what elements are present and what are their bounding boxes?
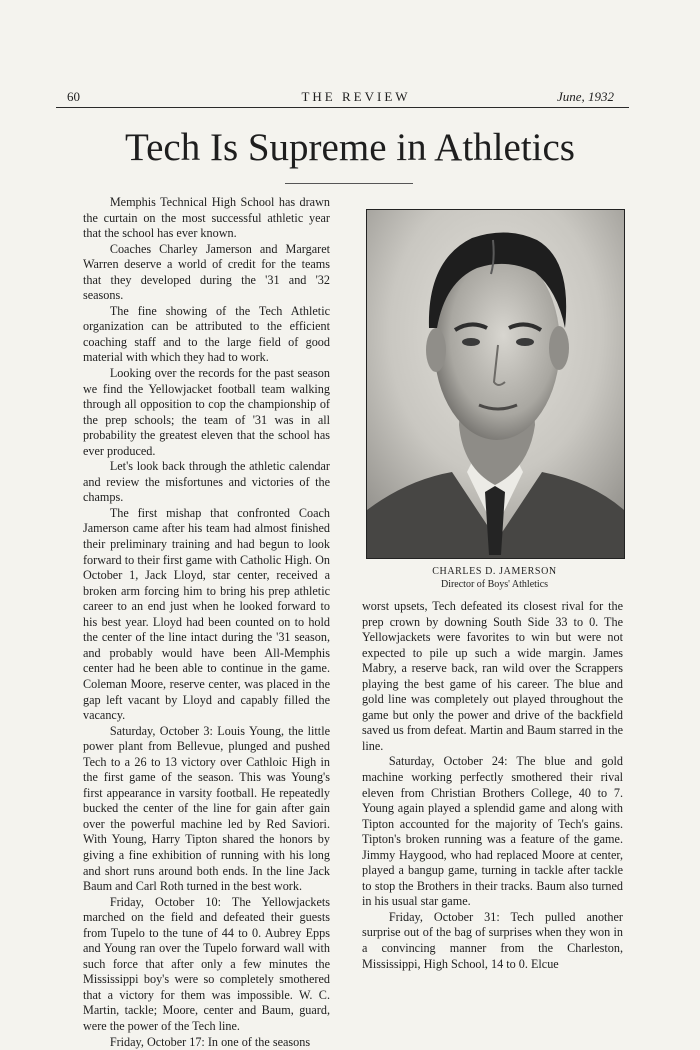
article-column-left — [83, 195, 330, 1050]
magazine-title: THE REVIEW — [301, 89, 411, 104]
article-headline: Tech Is Supreme in Athletics — [124, 126, 575, 169]
issue-date: June, 1932 — [556, 89, 614, 104]
paragraph: The first mishap that confronted Coach Jamerson came after his team had almost finished their preliminary training and had begun to look forward to their first game with Catholic High. On October 1, Jack Lloyd, star center, received a broken arm forcing him to bring his prep athletic career to an end just when he looked forward to his best year. Lloyd had been counted on to hold the center of the line intact during the '31 season, and probably would have been All-Memphis center had he been able to continue in the game. Coleman Moore, reserve center, was placed in the gap left vacant by Lloyd and capably filled the vacancy. — [83, 505, 330, 723]
caption-name: CHARLES D. JAMERSON — [432, 566, 557, 577]
headline-rule — [285, 183, 413, 184]
caption-title: Director of Boys' Athletics — [440, 579, 549, 590]
paragraph: The fine showing of the Tech Athletic organization can be attributed to the efficient coaching staff and to the large field of good material with which they had to work. — [83, 303, 330, 365]
page-number: 60 — [67, 89, 80, 104]
paragraph: Saturday, October 24: The blue and gold machine working perfectly smothered their rival eleven from Christian Brothers College, 40 to 7. Young again played a splendid game and along with Tipton accounted for the majority of Tech's gains. Tipton's broken running was a feature of the game. Jimmy Haygood, who had replaced Moore at center, played a bangup game, turning in tackle after tackle to stop the Brothers in their tracks. Baum also turned in his usual star game. — [362, 754, 623, 909]
portrait-photo — [366, 209, 625, 559]
paragraph: Looking over the records for the past season we find the Yellowjacket football team walking through all opposition to cop the championship of the prep schools; the team of '31 was in all probability the greatest eleven that the school has ever produced. — [83, 366, 330, 458]
paragraph: Memphis Technical High School has drawn the curtain on the most successful athletic year that the school has ever known. — [83, 195, 330, 241]
header-rule — [56, 107, 629, 108]
paragraph: worst upsets, Tech defeated its closest rival for the prep crown by downing South Side 33 to 0. The Yellowjackets were favorites to win but were not expected to pile up such a wide margin. James Mabry, a reserve back, ran wild over the Scrappers playing the best game of his career. The blue and gold line was completely out played throughout the game but only the power and drive of the backfield saved us from defeat. Martin and Baum starred in the line. — [362, 599, 623, 753]
article-column-right — [362, 599, 623, 972]
paragraph: Coaches Charley Jamerson and Margaret Warren deserve a world of credit for the teams that they developed during the '31 and '32 seasons. — [83, 241, 330, 303]
paragraph: Saturday, October 3: Louis Young, the little power plant from Bellevue, plunged and pushed Tech to a 26 to 13 victory over Cathloic High in the first game of the season. This was Young's first appearance in varsity football. He repeatedly bucked the center of the line for gain after gain over the powerful machine led by Red Saviori. With Young, Harry Tipton shared the honors by giving a fine exhibition of running with his long and short runs around both ends. In the line Jack Baum and Carl Roth turned in the best work. — [83, 723, 330, 894]
paragraph: Friday, October 31: Tech pulled another surprise out of the bag of surprises when they won in a convincing manner from the Charleston, Mississippi, High School, 14 to 0. Elcue — [362, 909, 623, 971]
photo-caption — [366, 565, 623, 591]
paragraph: Friday, October 17: In one of the seasons — [109, 1034, 311, 1049]
portrait-image — [367, 210, 624, 558]
paragraph: Let's look back through the athletic calendar and review the misfortunes and victories of the champs. — [83, 459, 330, 505]
paragraph: Friday, October 10: The Yellowjackets marched on the field and defeated their guests from Tupelo to the tune of 44 to 0. Aubrey Epps and Young ran over the Tupelo forward wall with such force that after only a few minutes the Mississippi boy's were so completely smothered that a victory for them was impossible. W. C. Martin, tackle; Moore, center and Baum, guard, were the power of the Tech line. — [83, 894, 330, 1033]
